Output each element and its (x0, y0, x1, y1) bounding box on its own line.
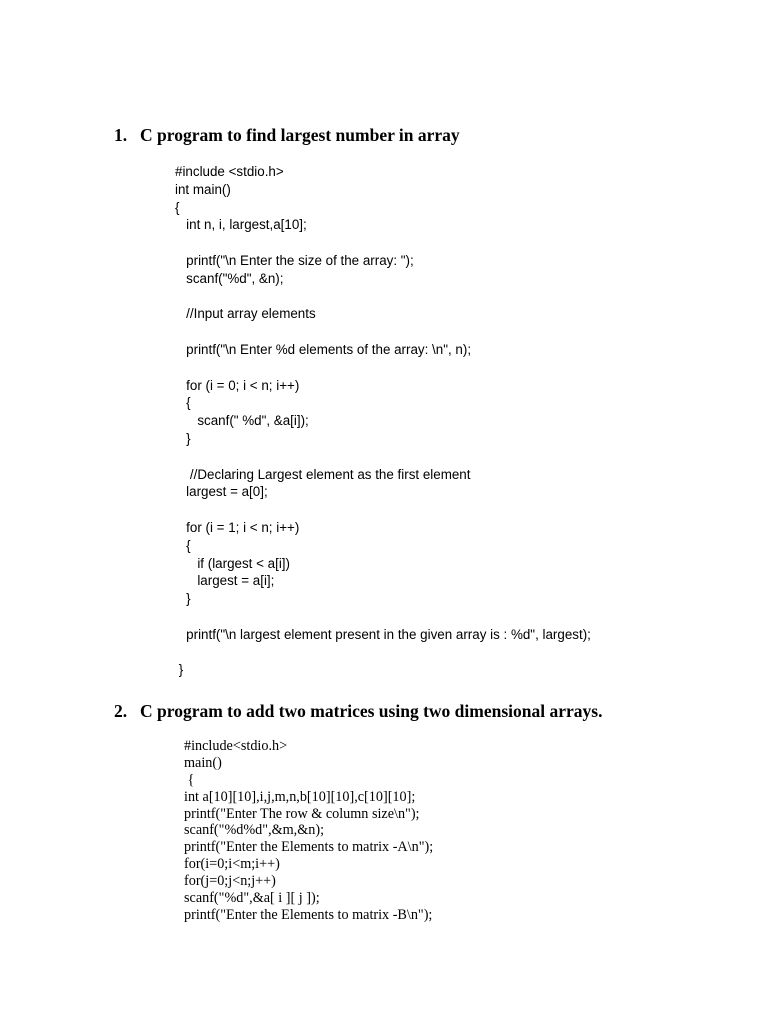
code-line: for(j=0;j<n;j++) (184, 873, 276, 890)
section-2-heading (114, 700, 602, 722)
code-line (175, 288, 591, 306)
code-line: printf("Enter the Elements to matrix -B\n"); (184, 906, 433, 923)
code-line: scanf(" %d", &a[i]); (175, 413, 309, 429)
code-line: scanf("%d%d",&m,&n); (184, 822, 325, 839)
code-line: #include <stdio.h> (175, 164, 284, 179)
code-line (175, 644, 591, 662)
code-line: #include<stdio.h> (184, 738, 288, 754)
code-line (175, 608, 591, 626)
code-line: printf("\n largest element present in the given array is : %d", largest); (175, 626, 591, 642)
code-line: } (175, 662, 184, 678)
code-line (175, 448, 591, 466)
code-line: main() (184, 754, 222, 771)
code-line: { (184, 771, 195, 788)
code-line: { (175, 395, 191, 411)
code-line: { (175, 537, 191, 553)
code-line: printf("\n Enter the size of the array: "); (175, 252, 414, 268)
code-line: if (largest < a[i]) (175, 555, 290, 571)
code-line: int main() (175, 181, 231, 197)
section-1-title: C program to find largest number in array (140, 125, 460, 145)
code-line (175, 323, 591, 341)
section-2-title: C program to add two matrices using two dimensional arrays. (140, 701, 603, 721)
section-1-number: 1. (114, 125, 128, 145)
code-line: for(i=0;i<m;i++) (184, 856, 280, 873)
code-line: scanf("%d",&a[ i ][ j ]); (184, 890, 320, 907)
code-line: { (175, 199, 180, 215)
code-line: for (i = 1; i < n; i++) (175, 519, 300, 535)
code-line: int a[10][10],i,j,m,n,b[10][10],c[10][10]; (184, 788, 416, 805)
code-line: printf("Enter the Elements to matrix -A\n"); (184, 839, 434, 856)
code-line: //Declaring Largest element as the first element (175, 466, 471, 482)
code-line (175, 501, 591, 519)
section-1-heading (114, 124, 460, 146)
code-line: //Input array elements (175, 306, 316, 322)
code-line: } (175, 591, 191, 607)
code-line: largest = a[i]; (175, 573, 275, 589)
code-line: printf("\n Enter %d elements of the array: \n", n); (175, 341, 472, 357)
code-line (175, 234, 591, 252)
section-2-number: 2. (114, 701, 128, 721)
code-line: largest = a[0]; (175, 484, 268, 500)
code-block-largest-number (175, 163, 591, 679)
code-block-matrix-addition (184, 738, 433, 924)
code-line: scanf("%d", &n); (175, 270, 284, 286)
code-line: printf("Enter The row & column size\n"); (184, 805, 420, 822)
code-line: int n, i, largest,a[10]; (175, 217, 307, 233)
code-line: } (175, 430, 191, 446)
code-line (175, 359, 591, 377)
code-line: for (i = 0; i < n; i++) (175, 377, 300, 393)
